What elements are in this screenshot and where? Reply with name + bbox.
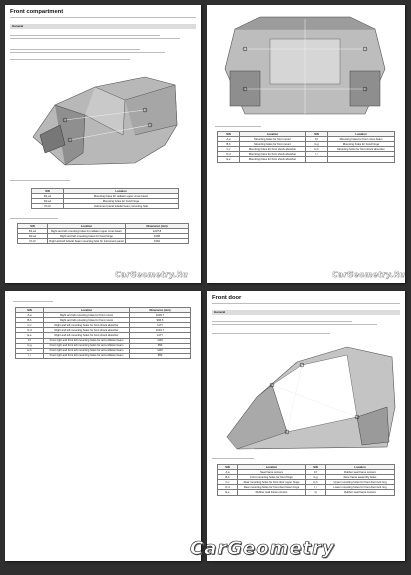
cell-sn: B,b — [218, 475, 238, 480]
cell-sn: B,b — [16, 318, 44, 323]
hole-location-table — [31, 188, 179, 209]
cell-sn: F,f — [306, 137, 328, 142]
cell-sn: B,b — [218, 142, 240, 147]
cell-sn: I,i — [306, 152, 328, 157]
col-header-location: Location — [328, 132, 395, 137]
cell-location: Mounting holes for hood hinge — [64, 199, 179, 204]
text-line — [212, 321, 352, 322]
cell-location: Mounting holes for hood hinge — [328, 142, 395, 147]
cell-sn: D2,a1 — [32, 199, 64, 204]
col-header-location: Location — [238, 465, 306, 470]
cell-dimension: 1116 — [130, 338, 191, 343]
cell-sn: J,j — [306, 490, 326, 495]
cell-location: Mounting holes for radiator upper cross beam — [64, 194, 179, 199]
col-header-sn: S/N — [306, 132, 328, 137]
col-header-location: Location — [240, 132, 306, 137]
cell-location — [328, 157, 395, 162]
cell-sn: D2,a1 — [18, 234, 48, 239]
cell-sn: H,h — [16, 348, 44, 353]
cell-sn: F,f — [306, 470, 326, 475]
page-front-compartment-2 — [207, 5, 405, 283]
cell-location: Front right and front left mounting holes for anti-collision beam — [44, 348, 130, 353]
cell-sn: A,a — [218, 137, 240, 142]
cell-sn: D,d — [218, 152, 240, 157]
cell-dimension: 950 — [130, 343, 191, 348]
section-bar: General — [212, 310, 400, 315]
cell-dimension: 1062 — [126, 239, 189, 244]
cell-sn: I,i — [16, 353, 44, 358]
cell-location: Mounting holes for front mount — [240, 142, 306, 147]
col-header-location: Location — [64, 189, 179, 194]
cell-location: Rubber seal frame corners — [238, 490, 306, 495]
cell-location: Right and left mounting holes for hood hinge — [48, 234, 126, 239]
hole-location-table — [217, 464, 395, 496]
page-front-compartment-1 — [5, 5, 201, 283]
cell-location: Mounting holes for front mount — [240, 137, 306, 142]
cell-location: Rear mounting holes for front door lower hinge — [238, 485, 306, 490]
cell-sn: D1,a1 — [18, 229, 48, 234]
cell-sn: C,c — [218, 147, 240, 152]
title-divider — [212, 303, 400, 304]
cell-location: Mounting holes for front cross beam — [328, 137, 395, 142]
section-bar: General — [10, 24, 196, 29]
hole-location-table — [217, 131, 395, 163]
cell-location: Right and left mounting holes for front mount — [44, 318, 130, 323]
front-compartment-top-diagram — [215, 9, 395, 119]
cell-location: Right and left mounting holes for front shock absorber — [44, 328, 130, 333]
dimension-table — [17, 223, 189, 244]
col-header-location: Location — [326, 465, 395, 470]
cell-sn: A,a — [218, 470, 238, 475]
cell-location: Front right and front left mounting holes for anti-collision beam — [44, 338, 130, 343]
col-header-sn: S/N — [218, 465, 238, 470]
cell-sn: C,c — [16, 323, 44, 328]
caption-line — [10, 218, 58, 219]
text-line — [10, 49, 140, 50]
cell-dimension: 996.5 — [130, 318, 191, 323]
cell-sn: E,e — [218, 490, 238, 495]
cell-location: Right and left mounting holes for front shock absorber — [44, 333, 130, 338]
cell-dimension: 1116 — [130, 348, 191, 353]
page-front-door — [207, 291, 405, 561]
cell-dimension: 1009.7 — [130, 313, 191, 318]
caption-line — [212, 458, 254, 459]
table-row — [32, 204, 179, 209]
col-header-location: Location — [48, 224, 126, 229]
cell-sn: C,c — [218, 480, 238, 485]
watermark-logo: CarGeometry.Ru — [332, 270, 405, 279]
col-header-sn: S/N — [16, 308, 44, 313]
cell-location: Upper mounting holes for front door lock ring — [326, 480, 395, 485]
caption-line — [10, 180, 70, 181]
cell-location: Right and left mounting holes for front mount — [44, 313, 130, 318]
cell-sn: D,d — [218, 485, 238, 490]
text-line — [10, 35, 160, 36]
cell-location: Mounting holes for front shock absorber — [328, 147, 395, 152]
cell-location: Instrument panel tubular beam mounting hole — [64, 204, 179, 209]
cell-location: Right and left mounting holes for radiator upper cross beam — [48, 229, 126, 234]
col-header-sn: S/N — [32, 189, 64, 194]
watermark-logo: CarGeometry.Ru — [115, 270, 188, 279]
col-header-location: Location — [44, 308, 130, 313]
cell-dimension: 1001.7 — [130, 328, 191, 333]
cell-location: Seat frame corners — [238, 470, 306, 475]
col-header-dimension: Dimension (mm) — [126, 224, 189, 229]
cell-location: Rubber seal frame corners — [326, 470, 395, 475]
cell-location: Mounting holes for front shock absorber — [240, 157, 306, 162]
cell-location: Lower mounting holes for front door lock ring — [326, 485, 395, 490]
cell-location: Rubber seal frame corners — [326, 490, 395, 495]
cell-location: Front right and front left mounting holes for anti-collision beam — [44, 353, 130, 358]
cell-sn: A,a — [16, 313, 44, 318]
cell-sn: H,h — [306, 147, 328, 152]
text-line — [10, 52, 165, 53]
table-row — [16, 353, 191, 358]
cell-sn — [306, 157, 328, 162]
cell-location: Front mounting holes for front hinge — [238, 475, 306, 480]
text-line — [212, 324, 377, 325]
table-row — [218, 157, 395, 162]
cell-sn: E,e — [16, 333, 44, 338]
front-compartment-diagram — [25, 65, 185, 175]
table-row — [18, 239, 189, 244]
text-line — [10, 38, 180, 39]
cell-dimension: 1177 — [130, 323, 191, 328]
cell-sn: G,g — [16, 343, 44, 348]
text-line — [10, 59, 130, 60]
cell-sn: F,f — [16, 338, 44, 343]
page-front-compartment-3 — [5, 291, 201, 561]
cell-sn: E,e — [218, 157, 240, 162]
cell-location: Rear mounting holes for front door upper hinge — [238, 480, 306, 485]
cell-sn: G,g — [306, 142, 328, 147]
table-row — [218, 490, 395, 495]
caption-line — [215, 126, 261, 127]
cell-sn: F1,f2 — [18, 239, 48, 244]
cell-location: Front right and front left mounting holes for anti-collision beam — [44, 343, 130, 348]
page-title: Front door — [212, 295, 242, 301]
cell-location: Right and left mounting holes for front shock absorber — [44, 323, 130, 328]
front-door-diagram — [217, 337, 397, 455]
caption-line — [13, 301, 53, 302]
cell-sn: D,d — [16, 328, 44, 333]
cell-sn: F1,f2 — [32, 204, 64, 209]
watermark-logo-large: CarGeometry — [190, 538, 335, 559]
cell-dimension: 1207.8 — [126, 229, 189, 234]
col-header-sn: S/N — [218, 132, 240, 137]
cell-dimension: 1177 — [130, 333, 191, 338]
cell-location: Mounting holes for front shock absorber — [240, 152, 306, 157]
title-divider — [10, 17, 196, 18]
text-line — [212, 333, 330, 334]
cell-dimension: 950 — [130, 353, 191, 358]
cell-dimension: 1068 — [126, 234, 189, 239]
page-title: Front compartment — [10, 9, 64, 15]
cell-sn: H,h — [306, 480, 326, 485]
cell-sn: G,g — [306, 475, 326, 480]
col-header-sn: S/N — [306, 465, 326, 470]
col-header-dimension: Dimension (mm) — [130, 308, 191, 313]
col-header-sn: S/N — [18, 224, 48, 229]
cell-sn: I,i — [306, 485, 326, 490]
dimension-table — [15, 307, 191, 359]
cell-location: Mounting holes for front shock absorber — [240, 147, 306, 152]
cell-location: Right and left tubular beam mounting hole for instrument panel — [49, 239, 124, 243]
cell-location: Door frame assembly holes — [326, 475, 395, 480]
cell-sn: D1,a1 — [32, 194, 64, 199]
